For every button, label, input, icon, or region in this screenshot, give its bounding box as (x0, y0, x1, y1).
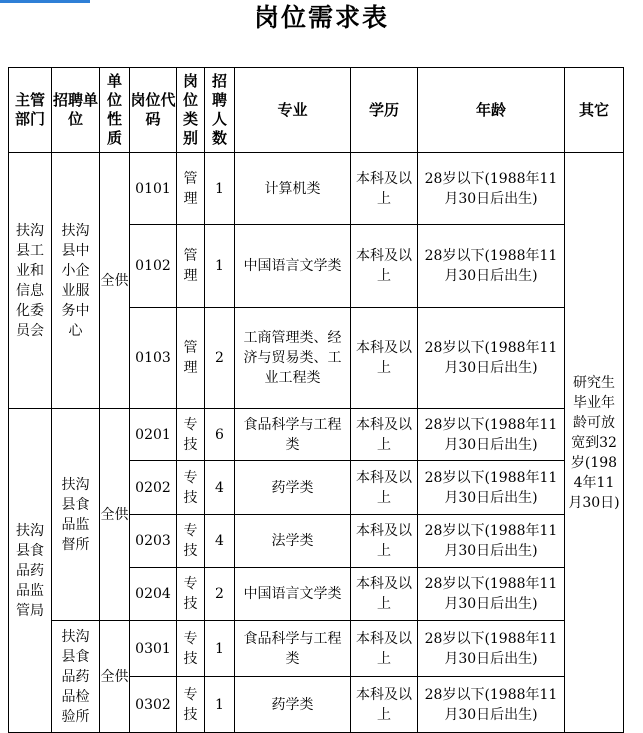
nature-cell: 全供 (100, 153, 130, 409)
header-other: 其它 (565, 68, 624, 153)
age-cell: 28岁以下(1988年11月30日后出生) (418, 677, 565, 733)
type-cell: 管理 (177, 308, 205, 409)
edu-cell: 本科及以上 (351, 568, 418, 621)
age-cell: 28岁以下(1988年11月30日后出生) (418, 409, 565, 461)
major-cell: 中国语言文学类 (235, 568, 351, 621)
header-unit: 招聘单位 (52, 68, 100, 153)
type-cell: 专技 (177, 461, 205, 515)
table-row (9, 153, 624, 225)
age-cell: 28岁以下(1988年11月30日后出生) (418, 461, 565, 515)
edu-cell: 本科及以上 (351, 621, 418, 677)
type-cell: 专技 (177, 677, 205, 733)
type-cell: 管理 (177, 225, 205, 308)
count-cell: 4 (205, 515, 235, 568)
age-cell: 28岁以下(1988年11月30日后出生) (418, 225, 565, 308)
code-cell: 0203 (130, 515, 177, 568)
edu-cell: 本科及以上 (351, 409, 418, 461)
major-cell: 中国语言文学类 (235, 225, 351, 308)
major-cell: 食品科学与工程类 (235, 409, 351, 461)
age-cell: 28岁以下(1988年11月30日后出生) (418, 568, 565, 621)
header-dept: 主管部门 (9, 68, 52, 153)
edu-cell: 本科及以上 (351, 461, 418, 515)
code-cell: 0101 (130, 153, 177, 225)
major-cell: 计算机类 (235, 153, 351, 225)
header-code: 岗位代码 (130, 68, 177, 153)
count-cell: 1 (205, 153, 235, 225)
count-cell: 4 (205, 461, 235, 515)
type-cell: 管理 (177, 153, 205, 225)
major-cell: 药学类 (235, 461, 351, 515)
code-cell: 0202 (130, 461, 177, 515)
edu-cell: 本科及以上 (351, 308, 418, 409)
header-age: 年龄 (418, 68, 565, 153)
edu-cell: 本科及以上 (351, 515, 418, 568)
edu-cell: 本科及以上 (351, 153, 418, 225)
table-row (9, 409, 624, 461)
age-cell: 28岁以下(1988年11月30日后出生) (418, 621, 565, 677)
nature-cell: 全供 (100, 621, 130, 733)
count-cell: 1 (205, 621, 235, 677)
count-cell: 1 (205, 225, 235, 308)
unit-cell: 扶沟县中小企业服务中心 (52, 153, 100, 409)
header-count: 招聘人数 (205, 68, 235, 153)
nature-cell: 全供 (100, 409, 130, 621)
type-cell: 专技 (177, 568, 205, 621)
unit-cell: 扶沟县食品药品检验所 (52, 621, 100, 733)
other-cell: 研究生毕业年龄可放宽到32岁(1984年11月30日) (565, 153, 624, 733)
edu-cell: 本科及以上 (351, 225, 418, 308)
age-cell: 28岁以下(1988年11月30日后出生) (418, 515, 565, 568)
major-cell: 工商管理类、经济与贸易类、工业工程类 (235, 308, 351, 409)
unit-cell: 扶沟县食品监督所 (52, 409, 100, 621)
code-cell: 0302 (130, 677, 177, 733)
count-cell: 2 (205, 568, 235, 621)
code-cell: 0204 (130, 568, 177, 621)
header-row (9, 68, 624, 153)
code-cell: 0103 (130, 308, 177, 409)
header-nature: 单位性质 (100, 68, 130, 153)
type-cell: 专技 (177, 409, 205, 461)
page-title: 岗位需求表 (253, 3, 389, 32)
count-cell: 2 (205, 308, 235, 409)
major-cell: 法学类 (235, 515, 351, 568)
type-cell: 专技 (177, 515, 205, 568)
age-cell: 28岁以下(1988年11月30日后出生) (418, 308, 565, 409)
code-cell: 0102 (130, 225, 177, 308)
type-cell: 专技 (177, 621, 205, 677)
header-type: 岗位类别 (177, 68, 205, 153)
age-cell: 28岁以下(1988年11月30日后出生) (418, 153, 565, 225)
major-cell: 药学类 (235, 677, 351, 733)
table-row (9, 621, 624, 677)
dept-cell: 扶沟县工业和信息化委员会 (9, 153, 52, 409)
count-cell: 6 (205, 409, 235, 461)
code-cell: 0201 (130, 409, 177, 461)
major-cell: 食品科学与工程类 (235, 621, 351, 677)
job-requirements-table (8, 67, 624, 733)
code-cell: 0301 (130, 621, 177, 677)
dept-cell: 扶沟县食品药品监管局 (9, 409, 52, 733)
header-major: 专业 (235, 68, 351, 153)
count-cell: 1 (205, 677, 235, 733)
edu-cell: 本科及以上 (351, 677, 418, 733)
header-edu: 学历 (351, 68, 418, 153)
